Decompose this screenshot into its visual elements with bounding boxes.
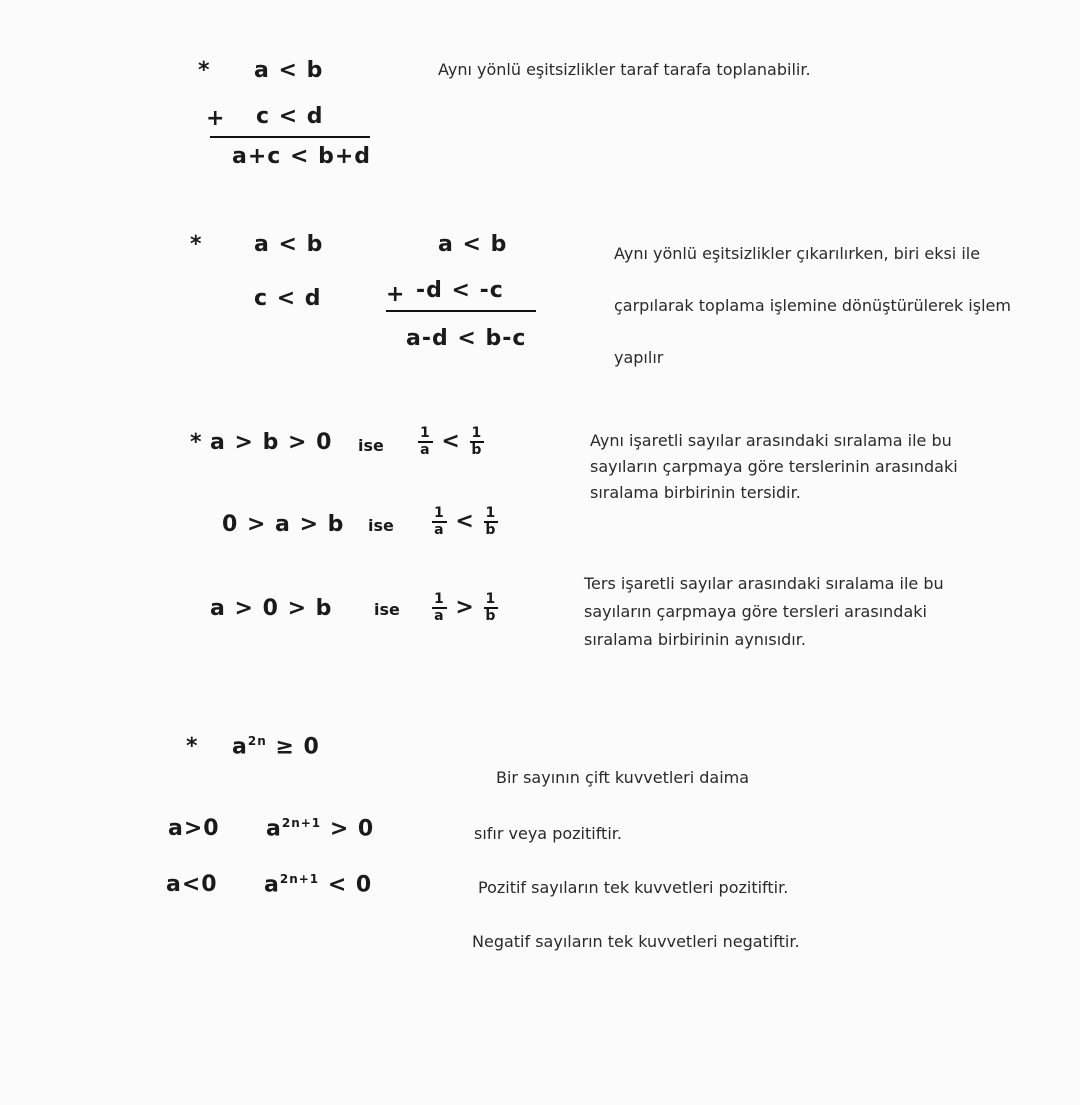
base: a bbox=[264, 872, 280, 898]
numerator: 1 bbox=[485, 505, 497, 521]
plus-sign: + bbox=[386, 282, 406, 307]
exponent: 2n bbox=[247, 734, 267, 748]
plus-sign: + bbox=[206, 106, 226, 131]
sum-line bbox=[386, 310, 536, 312]
even-power bbox=[232, 734, 320, 759]
base: a bbox=[266, 816, 282, 842]
bullet: * bbox=[190, 232, 203, 257]
reciprocal-comparison-1 bbox=[418, 426, 484, 458]
note-addition: Aynı yönlü eşitsizlikler taraf tarafa toplanabilir. bbox=[438, 60, 811, 79]
relation: < bbox=[441, 429, 461, 454]
reciprocal-comparison-3 bbox=[432, 592, 498, 624]
inequality-a-b: a < b bbox=[254, 232, 324, 257]
note-positive-odd: Pozitif sayıların tek kuvvetleri pozitiftir. bbox=[478, 878, 789, 897]
inequality-neg-d-c: -d < -c bbox=[416, 278, 504, 303]
condition-1: a > b > 0 bbox=[210, 430, 333, 455]
sum-line bbox=[210, 136, 370, 138]
base: a bbox=[232, 734, 248, 760]
inequality-c-d: c < d bbox=[254, 286, 322, 311]
relation: > bbox=[455, 595, 475, 620]
inequality-sum: a+c < b+d bbox=[232, 144, 372, 169]
condition-3: a > 0 > b bbox=[210, 596, 333, 621]
ise-label: ise bbox=[368, 516, 394, 535]
inequality-a-b: a < b bbox=[254, 58, 324, 83]
relation: > 0 bbox=[329, 816, 375, 842]
denominator: a bbox=[434, 522, 445, 538]
denominator: b bbox=[485, 522, 497, 538]
numerator: 1 bbox=[485, 591, 497, 607]
denominator: b bbox=[485, 608, 497, 624]
inequality-c-d: c < d bbox=[256, 104, 324, 129]
odd-power-negative bbox=[264, 872, 372, 897]
relation: ≥ 0 bbox=[275, 734, 320, 760]
bullet: * bbox=[190, 430, 203, 455]
bullet: * bbox=[186, 734, 199, 759]
note-even-power-1: Bir sayının çift kuvvetleri daima bbox=[496, 768, 750, 787]
relation: < 0 bbox=[327, 872, 373, 898]
inequality-difference: a-d < b-c bbox=[406, 326, 527, 351]
denominator: a bbox=[434, 608, 445, 624]
numerator: 1 bbox=[434, 591, 445, 607]
odd-power-positive bbox=[266, 816, 374, 841]
bullet: * bbox=[198, 58, 211, 83]
reciprocal-comparison-2 bbox=[432, 506, 498, 538]
note-negative-odd: Negatif sayıların tek kuvvetleri negatiftir. bbox=[472, 932, 800, 951]
inequality-a-b-right: a < b bbox=[438, 232, 508, 257]
numerator: 1 bbox=[471, 425, 483, 441]
numerator: 1 bbox=[420, 425, 431, 441]
denominator: b bbox=[471, 442, 483, 458]
denominator: a bbox=[420, 442, 431, 458]
numerator: 1 bbox=[434, 505, 445, 521]
note-subtraction: Aynı yönlü eşitsizlikler çıkarılırken, biri eksi ile çarpılarak toplama işlemine dönüştürülerek işlem yapılır bbox=[614, 244, 1011, 367]
note-same-sign: Aynı işaretli sayılar arasındaki sıralama ile bu sayıların çarpmaya göre terslerinin arasındaki sıralama birbirinin tersidir. bbox=[590, 431, 958, 502]
relation: < bbox=[455, 509, 475, 534]
ise-label: ise bbox=[358, 436, 384, 455]
condition-positive: a>0 bbox=[168, 816, 220, 841]
condition-2: 0 > a > b bbox=[222, 512, 345, 537]
ise-label: ise bbox=[374, 600, 400, 619]
exponent: 2n+1 bbox=[279, 872, 320, 886]
note-even-power-2: sıfır veya pozitiftir. bbox=[474, 824, 622, 843]
condition-negative: a<0 bbox=[166, 872, 218, 897]
note-opposite-sign: Ters işaretli sayılar arasındaki sıralama ile bu sayıların çarpmaya göre tersleri arasındaki sıralama birbirinin aynısıdır. bbox=[584, 574, 944, 649]
exponent: 2n+1 bbox=[281, 816, 322, 830]
